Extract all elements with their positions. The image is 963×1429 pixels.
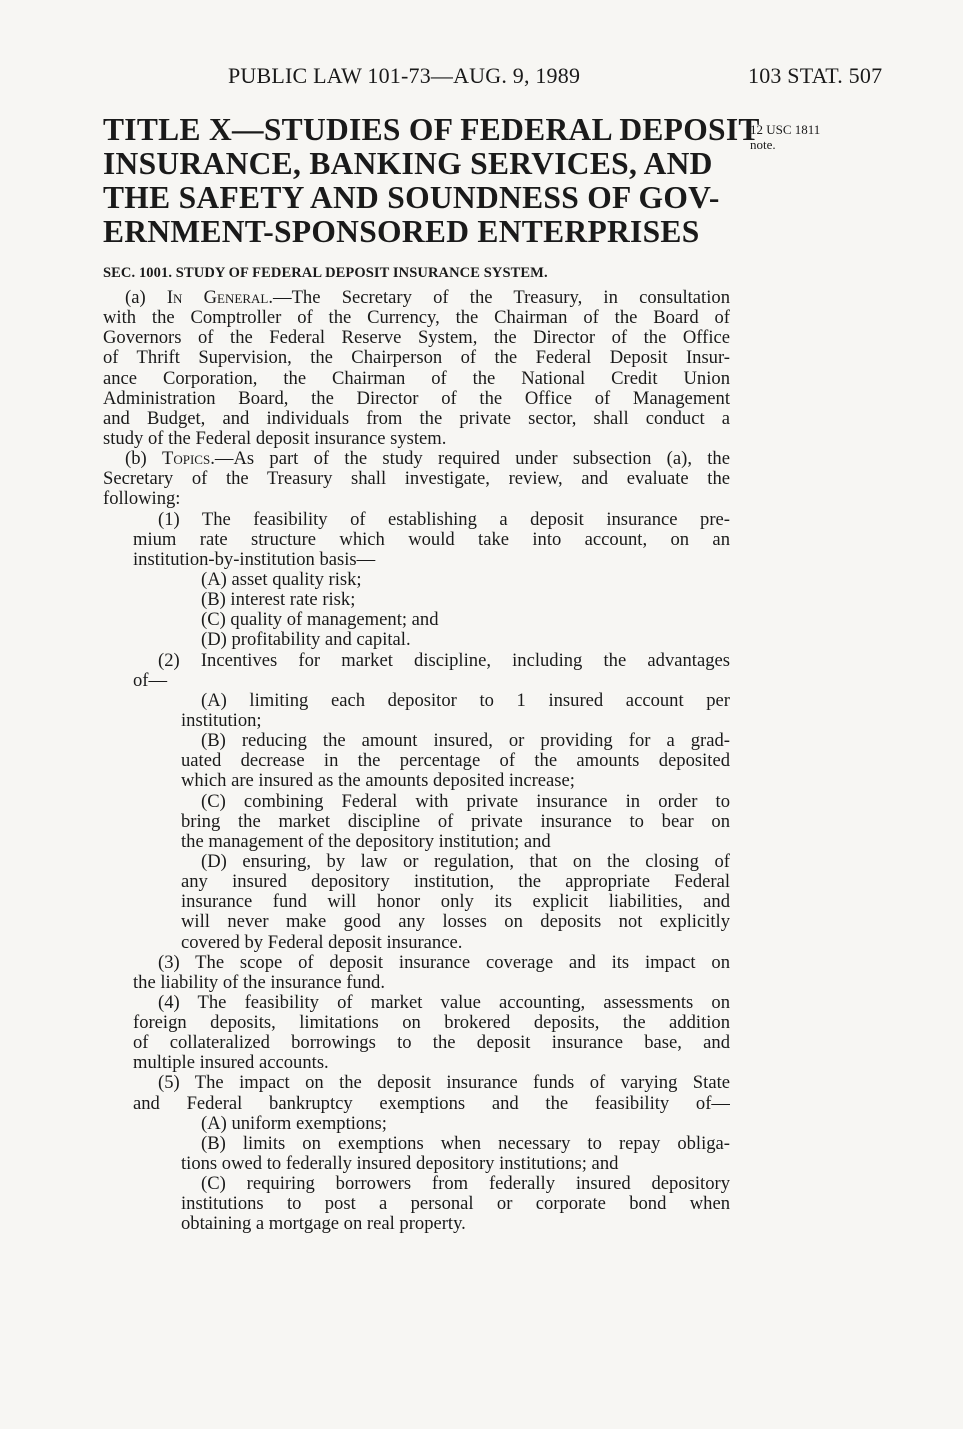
text-line: ance Corporation, the Chairman of the National Credit Union xyxy=(103,368,730,389)
text-line: following: xyxy=(103,488,181,510)
text-line: (3) The scope of deposit insurance coverage and its impact on xyxy=(158,952,730,973)
text-line: Governors of the Federal Reserve System, the Director of the Office xyxy=(103,328,730,349)
text-line: bring the market discipline of private insurance to bear on xyxy=(181,811,730,832)
text-line: (B) limits on exemptions when necessary to repay obliga- xyxy=(201,1133,730,1154)
running-header-left: PUBLIC LAW 101-73—AUG. 9, 1989 xyxy=(228,63,581,88)
subsection-label: (b) xyxy=(125,449,162,470)
text-line: Administration Board, the Director of the Office of Management xyxy=(103,388,730,409)
text-fragment: —As part of the study required under subsection (a), the xyxy=(214,449,730,470)
section-heading: SEC. 1001. STUDY OF FEDERAL DEPOSIT INSURANCE SYSTEM. xyxy=(103,265,548,281)
text-line: mium rate structure which would take into account, on an xyxy=(133,529,730,550)
margin-note-line: 12 USC 1811 xyxy=(750,122,821,137)
text-line: of collateralized borrowings to the deposit insurance base, and xyxy=(133,1033,730,1054)
text-line: with the Comptroller of the Currency, the Chairman of the Board of xyxy=(103,308,730,329)
title-heading xyxy=(103,112,760,249)
text-line: institutions to post a personal or corporate bond when xyxy=(181,1194,730,1215)
text-line: (1) The feasibility of establishing a deposit insurance pre- xyxy=(158,509,730,530)
text-line: covered by Federal deposit insurance. xyxy=(181,931,463,953)
text-line: of Thrift Supervision, the Chairperson of the Federal Deposit Insur- xyxy=(103,348,730,369)
subsection-caption: Topics. xyxy=(161,449,215,470)
list-item: (D) profitability and capital. xyxy=(201,629,411,651)
text-line: (C) requiring borrowers from federally insured depository xyxy=(201,1174,730,1195)
text-line: any insured depository institution, the appropriate Federal xyxy=(181,872,730,893)
text-line: which are insured as the amounts deposited increase; xyxy=(181,770,575,792)
text-fragment: —The Secretary of the Treasury, in consultation xyxy=(272,288,730,308)
text-line: (2) Incentives for market discipline, including the advantages xyxy=(158,650,730,671)
text-line xyxy=(103,288,730,308)
body-text xyxy=(103,288,730,1235)
subsection-label: (a) xyxy=(125,288,167,308)
margin-note xyxy=(750,122,820,152)
list-item: (A) asset quality risk; xyxy=(201,568,362,590)
running-header-right: 103 STAT. 507 xyxy=(748,63,883,88)
subsection-caption: In General. xyxy=(166,288,273,308)
text-line: will never make good any losses on deposits not explicitly xyxy=(181,912,730,933)
list-item: (A) uniform exemptions; xyxy=(201,1112,387,1134)
text-line: and Budget, and individuals from the private sector, shall conduct a xyxy=(103,408,730,429)
text-line: the management of the depository institution; and xyxy=(181,830,551,852)
title-line: TITLE X—STUDIES OF FEDERAL DEPOSIT xyxy=(103,112,760,147)
text-line: tions owed to federally insured depository institutions; and xyxy=(181,1153,619,1175)
text-line: foreign deposits, limitations on brokered deposits, the addition xyxy=(133,1013,730,1034)
text-line: institution; xyxy=(181,709,262,731)
title-line: ERNMENT-SPONSORED ENTERPRISES xyxy=(103,214,700,249)
text-line: (4) The feasibility of market value accounting, assessments on xyxy=(158,992,730,1013)
text-line: and Federal bankruptcy exemptions and the feasibility of— xyxy=(133,1093,730,1114)
title-line: THE SAFETY AND SOUNDNESS OF GOV- xyxy=(103,180,720,215)
text-line: the liability of the insurance fund. xyxy=(133,971,385,993)
text-line: obtaining a mortgage on real property. xyxy=(181,1213,466,1235)
text-line: (D) ensuring, by law or regulation, that on the closing of xyxy=(201,851,730,872)
list-item: (C) quality of management; and xyxy=(201,609,439,631)
text-line: (C) combining Federal with private insurance in order to xyxy=(201,791,730,812)
text-line: insurance fund will honor only its explicit liabilities, and xyxy=(181,892,730,913)
title-line: INSURANCE, BANKING SERVICES, AND xyxy=(103,146,713,181)
text-line: of— xyxy=(133,669,168,691)
text-line: study of the Federal deposit insurance system. xyxy=(103,427,447,449)
text-line: (B) reducing the amount insured, or providing for a grad- xyxy=(201,731,730,752)
list-item: (B) interest rate risk; xyxy=(201,589,356,611)
text-line: Secretary of the Treasury shall investigate, review, and evaluate the xyxy=(103,469,730,490)
text-line: multiple insured accounts. xyxy=(133,1052,329,1074)
text-line: (A) limiting each depositor to 1 insured account per xyxy=(201,690,730,711)
text-line: uated decrease in the percentage of the amounts deposited xyxy=(181,751,730,772)
margin-note-line: note. xyxy=(750,137,776,152)
text-line: institution-by-institution basis— xyxy=(133,548,376,570)
text-line: (5) The impact on the deposit insurance funds of varying State xyxy=(158,1073,730,1094)
text-line xyxy=(103,449,730,469)
